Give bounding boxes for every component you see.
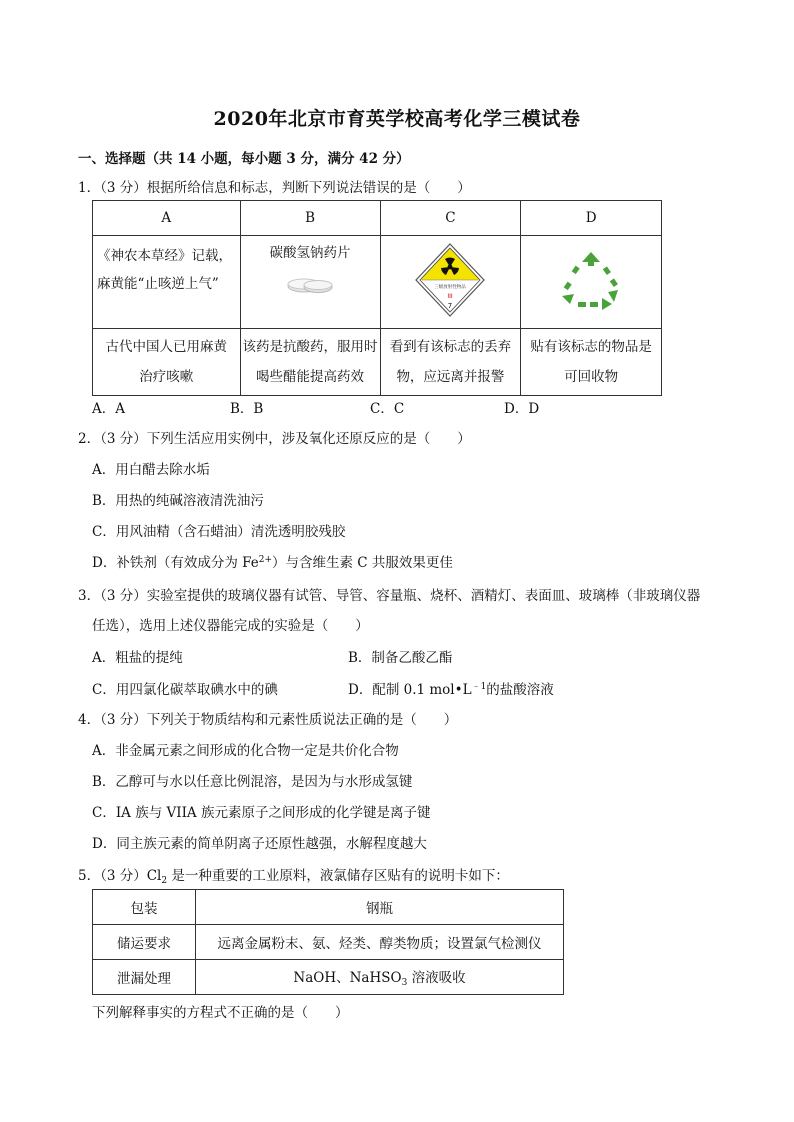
q2-option-a: A．用白醋去除水垢 [92,462,210,478]
q5-key-leak: 泄漏处理 [93,960,196,995]
q1-desc-a [93,329,241,396]
q1-desc-d-line2: 可回收物 [564,369,619,385]
q1-cell-c [380,236,521,329]
q1-option-b: B．B [230,401,264,417]
exam-title: 2020年北京市育英学校高考化学三模试卷 [213,108,581,130]
q3-stem-line1: 3．（3 分）实验室提供的玻璃仪器有试管、导管、容量瓶、烧杯、酒精灯、表面皿、玻璃棒（非玻璃仪器 [78,588,701,604]
q3-option-b: B．制备乙酸乙酯 [348,650,453,666]
q5-value-storage: 远离金属粉末、氨、烃类、醇类物质；设置氯气检测仪 [196,925,564,960]
q5-leak-text: NaOH、NaHSO [293,970,402,986]
q5-key-storage: 储运要求 [93,925,196,960]
q1-header-a: A [93,201,241,236]
radioactive-sign-icon [414,242,486,318]
q4-option-d: D．同主族元素的简单阴离子还原性越强，水解程度越大 [92,836,427,852]
q2-stem: 2．（3 分）下列生活应用实例中，涉及氧化还原反应的是（ ） [78,431,471,447]
q5-follow-up: 下列解释事实的方程式不正确的是（ ） [92,1005,349,1021]
q3-d-superscript: ﹣1 [471,682,487,692]
section-heading: 一、选择题（共 14 小题，每小题 3 分，满分 42 分） [78,151,410,167]
q5-leak-text-end: 溶液吸收 [407,970,466,986]
q5-stem [78,864,509,886]
q5-stem-subscript: 2 [161,876,168,886]
q5-value-packaging: 钢瓶 [196,890,564,925]
q1-b-text: 碳酸氢钠药片 [269,245,351,261]
q5-key-packaging: 包装 [93,890,196,925]
q5-stem-text-end: 是一种重要的工业原料，液氯储存区贴有的说明卡如下： [167,868,509,884]
q2-option-c: C．用风油精（含石蜡油）清洗透明胶残胶 [92,524,346,540]
q1-desc-d-line1: 贴有该标志的物品是 [530,339,652,355]
sign-class-roman: III [447,293,454,300]
q1-desc-b-line1: 该药是抗酸药，服用时 [242,339,378,355]
q2-d-text: D．补铁剂（有效成分为 Fe [92,555,259,571]
q5-leak-subscript: 3 [401,978,408,988]
q1-desc-b [240,329,380,396]
q1-cell-a [93,236,241,329]
q4-option-b: B．乙醇可与水以任意比例混溶，是因为与水形成氢键 [92,774,413,790]
q1-option-d: D．D [504,401,540,417]
q3-option-a: A．粗盐的提纯 [92,650,183,666]
q5-table [92,889,564,995]
recycle-icon [556,246,626,312]
q3-d-text-end: 的盐酸溶液 [486,682,554,698]
q1-desc-c [380,329,521,396]
q4-option-a: A．非金属元素之间形成的化合物一定是共价化合物 [92,743,399,759]
q1-stem: 1．（3 分）根据所给信息和标志，判断下列说法错误的是（ ） [78,180,471,196]
q2-d-text-end: ）与含维生素 C 共服效果更佳 [272,555,453,571]
q2-option-d [92,551,453,571]
tablet-image [284,274,336,294]
q1-desc-a-line2: 治疗咳嗽 [139,369,194,385]
q2-d-superscript: 2+ [258,555,273,565]
q1-header-b: B [240,201,380,236]
q1-option-c: C．C [370,401,405,417]
q1-a-line1: 《神农本草经》记载， [97,248,232,264]
q1-desc-b-line2: 喝些醋能提高药效 [256,369,365,385]
q1-cell-d [521,236,662,329]
q3-stem-line2: 任选），选用上述仪器能完成的实验是（ ） [92,618,369,634]
q4-option-c: C．IA 族与 VIIA 族元素原子之间形成的化学键是离子键 [92,805,431,821]
q5-value-leak [196,960,564,995]
q3-option-c: C．用四氯化碳萃取碘水中的碘 [92,682,278,698]
q3-d-text: D．配制 0.1 mol•L [348,682,472,698]
q1-desc-c-line1: 看到有该标志的丢弃 [389,339,512,355]
q1-desc-a-line1: 古代中国人已用麻黄 [105,339,227,355]
q1-option-a: A．A [92,401,125,417]
q1-a-line2: 麻黄能“止咳逆上气” [97,276,219,292]
q1-desc-d [521,329,662,396]
sign-caption: 三级放射性物品 [434,285,467,290]
q1-cell-b [240,236,380,329]
q5-stem-text: 5．（3 分）Cl [78,868,162,884]
q1-header-d: D [521,201,662,236]
q1-header-c: C [380,201,521,236]
q3-option-d [348,678,554,698]
q4-stem: 4．（3 分）下列关于物质结构和元素性质说法正确的是（ ） [78,712,458,728]
q2-option-b: B．用热的纯碱溶液清洗油污 [92,493,264,509]
sign-class-number: 7 [448,302,453,310]
q1-desc-c-line2: 物，应远离并报警 [396,369,505,385]
q1-table [92,200,662,396]
